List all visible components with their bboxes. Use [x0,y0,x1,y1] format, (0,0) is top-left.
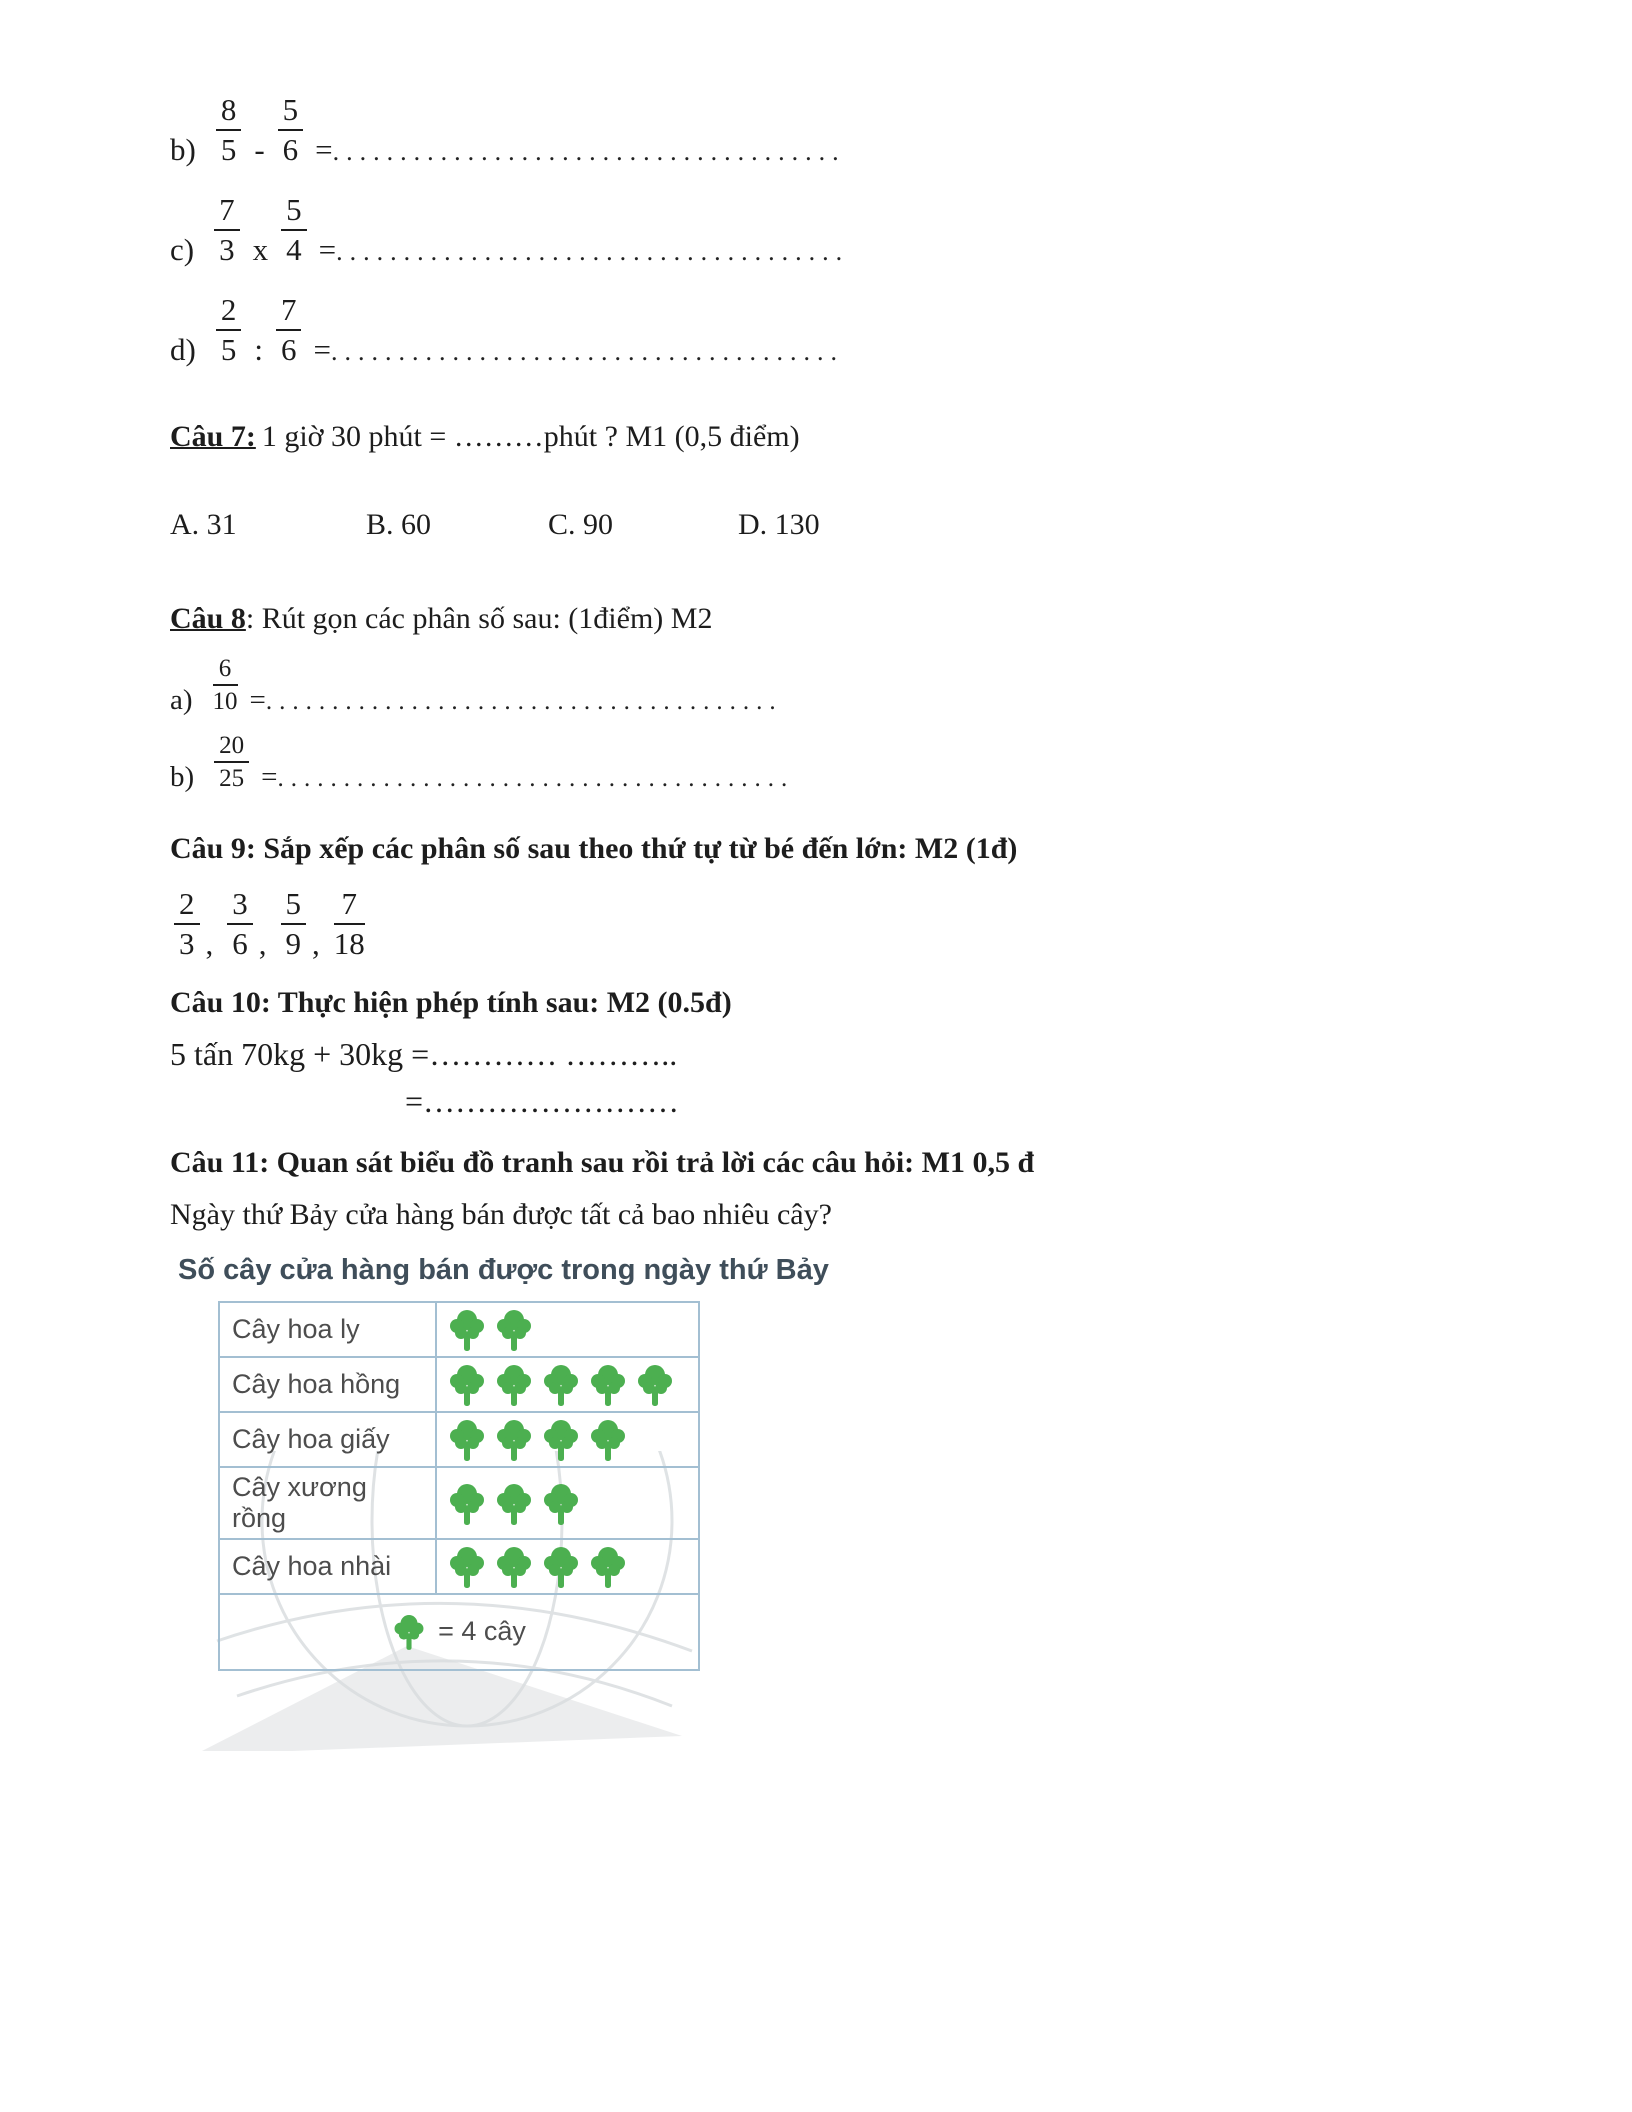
fraction [227,886,253,962]
legend-label: = 4 cây [438,1616,526,1647]
tree-icon [588,1418,628,1462]
comma-separator: , [205,925,214,961]
fraction-denominator: 5 [220,331,237,367]
question-8-number: Câu 8 [170,601,246,635]
question-10-expression: 5 tấn 70kg + 30kg =………… ……….. [170,1035,678,1072]
tree-cell [437,1413,698,1466]
tree-icon [447,1482,487,1526]
tree-icon [541,1363,581,1407]
comma-separator: , [312,925,320,961]
fraction [281,886,307,962]
problem-row-d [170,292,1512,368]
category-label: Cây hoa ly [220,1303,437,1356]
option-d: D. 130 [738,507,820,541]
tree-icon [494,1482,534,1526]
fraction-numerator: 20 [214,731,249,763]
operator: - [254,131,265,167]
tree-icon [541,1418,581,1462]
question-7-heading [170,416,1512,458]
fraction-denominator: 25 [219,764,245,792]
table-row [220,1358,698,1413]
operator: : [254,331,263,367]
tree-icon [588,1545,628,1589]
fraction-denominator: 3 [219,231,235,267]
problem-label: b) [170,131,196,167]
fraction-numerator: 7 [214,192,240,231]
question-9-fractions [170,886,1512,962]
table-row [220,1540,698,1595]
fraction [213,654,238,716]
fraction [214,731,249,793]
pictograph-chart [218,1301,700,1671]
fraction-denominator: 5 [220,131,237,167]
fraction-numerator: 3 [227,886,253,925]
tree-icon [392,1612,426,1652]
fraction-numerator: 7 [334,886,365,925]
question-10-heading: Câu 10: Thực hiện phép tính sau: M2 (0.5đ) [170,985,732,1019]
question-8-item-a [170,654,1512,717]
tree-icon [447,1418,487,1462]
question-11-heading: Câu 11: Quan sát biểu đồ tranh sau rồi trả lời các câu hỏi: M1 0,5 đ [170,1145,1035,1179]
fraction-numerator: 6 [213,654,238,686]
table-row [220,1413,698,1468]
option-c: C. 90 [548,507,614,541]
tree-icon [541,1545,581,1589]
equals-sign: = [318,231,337,267]
category-label: Cây hoa giấy [220,1413,437,1466]
fraction [174,886,200,962]
tree-cell [437,1303,698,1356]
tree-icon [494,1308,534,1352]
fraction [276,292,302,368]
fraction-denominator: 4 [286,231,302,267]
equals-sign: = [249,683,266,716]
question-7-number: Câu 7: [170,419,256,453]
table-row [220,1468,698,1540]
legend-tree-slot [392,1612,426,1652]
pictograph-table [218,1301,700,1671]
operator: x [252,231,269,267]
tree-icon [541,1482,581,1526]
fraction [216,92,242,168]
fraction-numerator: 5 [278,92,304,131]
answer-line: ...................................... [332,136,846,166]
fraction-denominator: 18 [333,925,365,961]
tree-icon [447,1308,487,1352]
fraction-numerator: 7 [276,292,302,331]
question-8-text: : Rút gọn các phân số sau: (1điểm) M2 [245,601,713,635]
problem-label: d) [170,331,196,367]
option-b: B. 60 [366,507,432,541]
tree-icon [494,1418,534,1462]
question-8-heading [170,598,1512,640]
tree-icon [447,1363,487,1407]
answer-line: ...................................... [336,236,850,266]
question-8-item-b [170,731,1512,794]
question-7-text: 1 giờ 30 phút = ………phút ? M1 (0,5 điểm) [261,419,800,453]
equals-sign: = [313,331,331,367]
answer-line: ....................................... [277,764,795,792]
problem-row-b [170,92,1512,168]
legend-row [220,1595,698,1669]
answer-line: ...................................... [330,336,844,366]
chart-title: Số cây cửa hàng bán được trong ngày thứ Bảy [178,1253,829,1286]
category-label: Cây hoa nhài [220,1540,437,1593]
fraction-numerator: 8 [216,92,242,131]
fraction-denominator: 10 [212,687,238,715]
fraction-denominator: 6 [232,925,248,961]
comma-separator: , [258,925,267,961]
tree-icon [447,1545,487,1589]
fraction-numerator: 2 [216,292,242,331]
question-10-answer-line: =…………………… [405,1082,680,1119]
fraction-denominator: 3 [179,925,195,961]
question-11-question: Ngày thứ Bảy cửa hàng bán được tất cả bao nhiêu cây? [170,1197,832,1231]
problem-label: c) [170,231,195,267]
answer-line: ....................................... [265,687,783,715]
category-label: Cây hoa hồng [220,1358,437,1411]
question-9-heading: Câu 9: Sắp xếp các phân số sau theo thứ tự từ bé đến lớn: M2 (1đ) [170,831,1018,865]
item-label: a) [170,683,193,716]
fraction-denominator: 9 [285,925,301,961]
tree-cell [437,1540,698,1593]
equals-sign: = [315,131,333,167]
fraction [214,192,240,268]
tree-icon [494,1545,534,1589]
equals-sign: = [261,760,278,793]
fraction [334,886,365,962]
fraction-denominator: 6 [280,331,297,367]
fraction [281,192,307,268]
question-7-options [170,508,1512,542]
tree-cell [437,1358,698,1411]
fraction [278,92,304,168]
fraction-denominator: 6 [282,131,299,167]
tree-cell [437,1468,698,1538]
fraction [216,292,242,368]
tree-icon [635,1363,675,1407]
table-row [220,1303,698,1358]
item-label: b) [170,760,195,793]
tree-icon [494,1363,534,1407]
fraction-numerator: 2 [174,886,200,925]
problem-row-c [170,192,1512,268]
category-label: Cây xương rồng [220,1468,437,1538]
tree-icon [588,1363,628,1407]
fraction-numerator: 5 [281,192,307,231]
fraction-numerator: 5 [281,886,307,925]
option-a: A. 31 [170,507,237,541]
